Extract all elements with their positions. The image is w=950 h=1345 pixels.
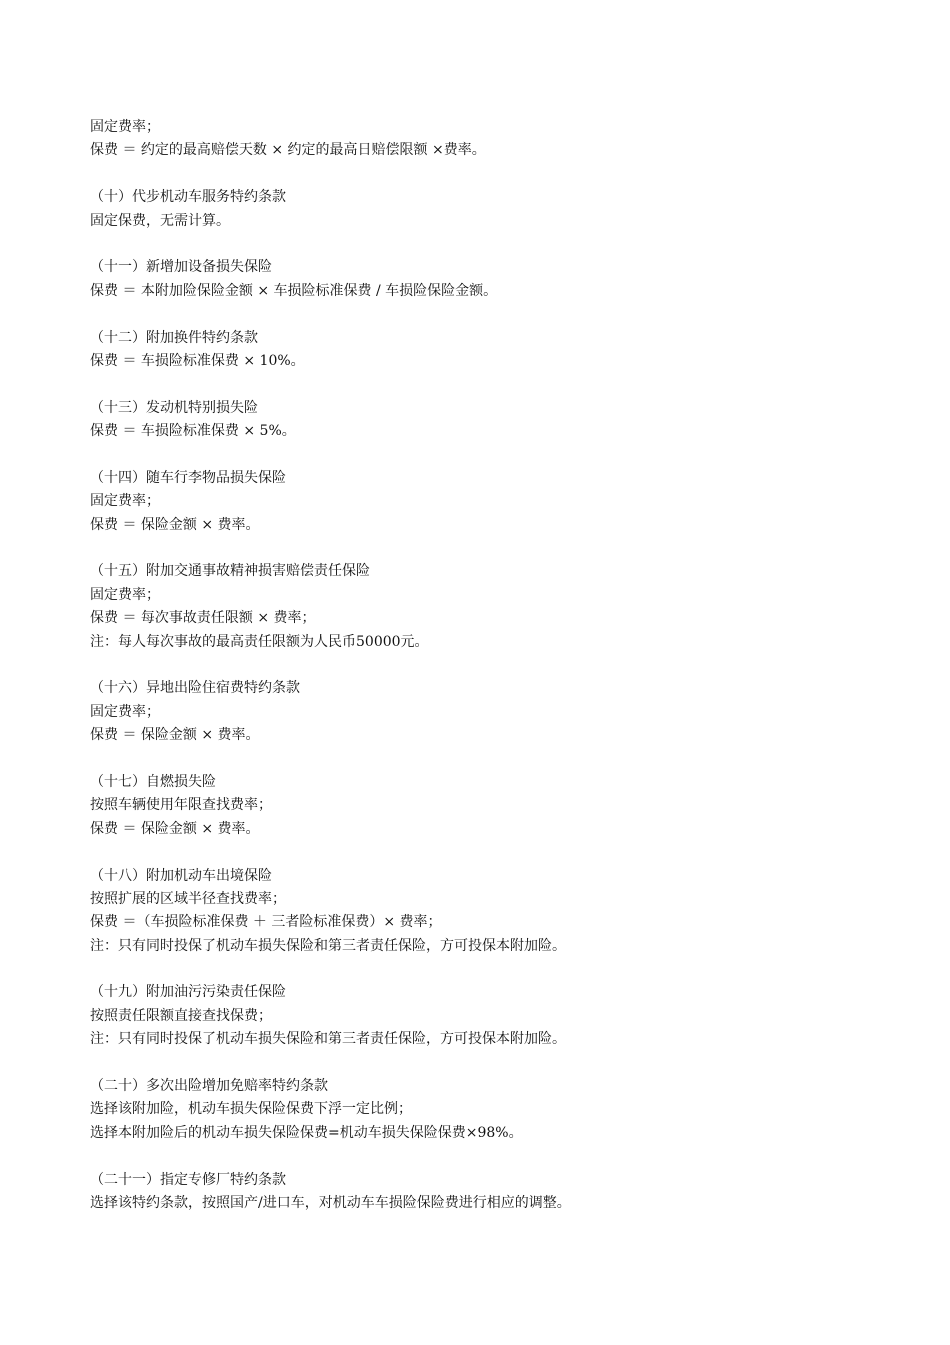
clause-heading: （十二）附加换件特约条款 xyxy=(90,329,258,346)
clause-line: 选择该特约条款，按照国产/进口车，对机动车车损险保险费进行相应的调整。 xyxy=(90,1194,571,1211)
clause-line: 按照扩展的区域半径查找费率； xyxy=(90,890,286,907)
section-spacer xyxy=(90,537,910,560)
section-spacer xyxy=(90,443,910,466)
clause-line: 注：每人每次事故的最高责任限额为人民币50000元。 xyxy=(90,633,429,650)
clause-section xyxy=(90,397,910,444)
section-spacer xyxy=(90,303,910,326)
section-spacer xyxy=(90,233,910,256)
clause-line: 保费 ＝ 保险金额 × 费率。 xyxy=(90,516,260,533)
clause-line: 固定保费，无需计算。 xyxy=(90,212,230,229)
clause-section xyxy=(90,771,910,841)
clause-section xyxy=(90,116,910,163)
clause-heading: （十七）自燃损失险 xyxy=(90,773,216,790)
clause-heading: （二十一）指定专修厂特约条款 xyxy=(90,1171,286,1188)
clause-heading: （十五）附加交通事故精神损害赔偿责任保险 xyxy=(90,563,370,580)
section-spacer xyxy=(90,748,910,771)
clause-line: 保费 ＝（车损险标准保费 ＋ 三者险标准保费）× 费率； xyxy=(90,914,442,931)
clause-line: 选择本附加险后的机动车损失保险保费=机动车损失保险保费×98%。 xyxy=(90,1124,523,1141)
section-spacer xyxy=(90,1145,910,1168)
section-spacer xyxy=(90,841,910,864)
clause-line: 保费 ＝ 保险金额 × 费率。 xyxy=(90,727,260,744)
clause-line: 保费 ＝ 每次事故责任限额 × 费率； xyxy=(90,610,316,627)
clause-heading: （十八）附加机动车出境保险 xyxy=(90,867,272,884)
section-spacer xyxy=(90,1052,910,1075)
section-spacer xyxy=(90,373,910,396)
section-spacer xyxy=(90,958,910,981)
clause-section xyxy=(90,865,910,959)
clause-line: 保费 ＝ 约定的最高赔偿天数 × 约定的最高日赔偿限额 ×费率。 xyxy=(90,142,486,159)
clause-section xyxy=(90,186,910,233)
document-body xyxy=(90,116,910,1215)
clause-line: 保费 ＝ 车损险标准保费 × 5%。 xyxy=(90,423,296,440)
clause-line: 保费 ＝ 本附加险保险金额 × 车损险标准保费 / 车损险保险金额。 xyxy=(90,282,498,299)
clause-line: 注：只有同时投保了机动车损失保险和第三者责任保险，方可投保本附加险。 xyxy=(90,937,566,954)
clause-line: 保费 ＝ 车损险标准保费 × 10%。 xyxy=(90,352,305,369)
clause-line: 选择该附加险，机动车损失保险保费下浮一定比例； xyxy=(90,1101,412,1118)
clause-line: 注：只有同时投保了机动车损失保险和第三者责任保险，方可投保本附加险。 xyxy=(90,1031,566,1048)
clause-section xyxy=(90,256,910,303)
clause-heading: （十六）异地出险住宿费特约条款 xyxy=(90,680,300,697)
clause-section xyxy=(90,560,910,654)
clause-line: 固定费率； xyxy=(90,493,160,510)
clause-heading: （十）代步机动车服务特约条款 xyxy=(90,189,286,206)
section-spacer xyxy=(90,163,910,186)
clause-line: 保费 ＝ 保险金额 × 费率。 xyxy=(90,820,260,837)
clause-line: 固定费率； xyxy=(90,586,160,603)
clause-line: 按照车辆使用年限查找费率； xyxy=(90,797,272,814)
clause-line: 固定费率； xyxy=(90,703,160,720)
clause-heading: （十一）新增加设备损失保险 xyxy=(90,259,272,276)
clause-line: 按照责任限额直接查找保费； xyxy=(90,1007,272,1024)
clause-section xyxy=(90,327,910,374)
clause-line: 固定费率； xyxy=(90,119,160,135)
clause-heading: （十三）发动机特别损失险 xyxy=(90,399,258,416)
clause-section xyxy=(90,467,910,537)
clause-section xyxy=(90,677,910,747)
clause-heading: （十四）随车行李物品损失保险 xyxy=(90,469,286,486)
clause-section xyxy=(90,1169,910,1216)
clause-heading: （二十）多次出险增加免赔率特约条款 xyxy=(90,1078,328,1095)
clause-section xyxy=(90,1075,910,1145)
clause-section xyxy=(90,981,910,1051)
section-spacer xyxy=(90,654,910,677)
clause-heading: （十九）附加油污污染责任保险 xyxy=(90,984,286,1001)
